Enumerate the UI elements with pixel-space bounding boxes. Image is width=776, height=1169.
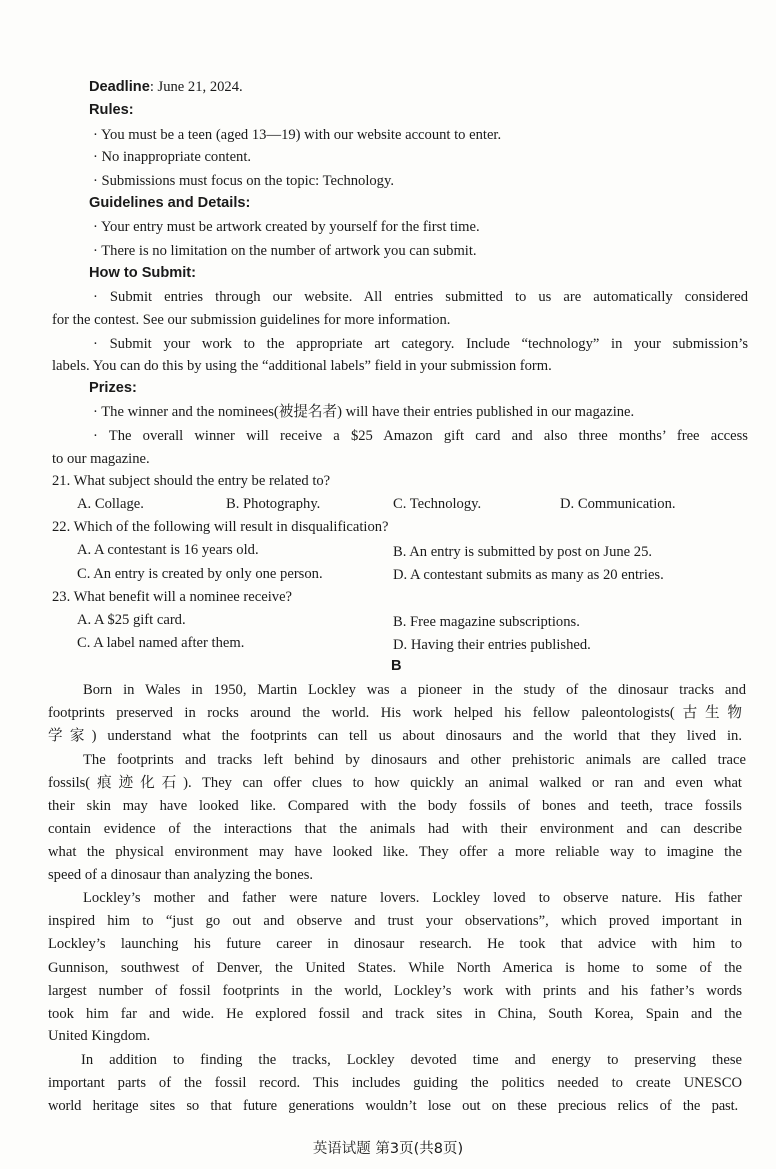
answer-option: C. An entry is created by only one person. — [77, 566, 323, 582]
how-line: labels. You can do this by using the “additional labels” field in your submission form. — [52, 358, 552, 374]
passage-line: United Kingdom. — [48, 1028, 151, 1044]
answer-option: A. A $25 gift card. — [77, 612, 186, 628]
passage-line: Lockley’s launching his future career in dinosaur research. He took that advice with him to — [48, 936, 742, 952]
guideline-item: · There is no limitation on the number of artwork you can submit. — [93, 243, 477, 259]
answer-option: C. Technology. — [393, 496, 482, 512]
prize-line: · The winner and the nominees(被提名者) will have their entries published in our magazine. — [93, 404, 635, 420]
answer-option: D. Having their entries published. — [393, 637, 591, 653]
deadline-value: : June 21, 2024. — [149, 79, 243, 95]
deadline-line — [89, 76, 243, 99]
passage-line: largest number of fossil footprints in the world, Lockley’s work with prints and his father’s words — [48, 983, 742, 999]
passage-line: their skin may have looked like. Compared with the body fossils of bones and teeth, trace fossils — [48, 798, 742, 814]
prizes-heading: Prizes: — [89, 380, 137, 396]
answer-option: D. A contestant submits as many as 20 entries. — [393, 567, 664, 583]
how-heading: How to Submit: — [89, 265, 197, 281]
passage-line: Born in Wales in 1950, Martin Lockley was a pioneer in the study of the dinosaur tracks and — [83, 682, 746, 698]
passage-line: world heritage sites so that future generations wouldn’t lose out on these precious relics of the past. — [48, 1098, 738, 1114]
prize-line: to our magazine. — [52, 451, 150, 467]
passage-line: what the physical environment may have looked like. They offer a more reliable way to imagine the — [48, 844, 742, 860]
rules-heading: Rules: — [89, 102, 134, 118]
deadline-label: Deadline — [89, 79, 150, 95]
passage-line: 学家) understand what the footprints can tell us about dinosaurs and the world that they lived in. — [48, 728, 742, 744]
how-line: · Submit your work to the appropriate art category. Include “technology” in your submission’s — [93, 336, 748, 352]
guidelines-heading: Guidelines and Details: — [89, 195, 251, 211]
passage-line: speed of a dinosaur than analyzing the bones. — [48, 867, 314, 883]
answer-option: B. Photography. — [226, 496, 321, 512]
question-stem: 23. What benefit will a nominee receive? — [52, 589, 293, 605]
answer-option: A. Collage. — [77, 496, 144, 512]
prize-line: · The overall winner will receive a $25 Amazon gift card and also three months’ free access — [93, 428, 748, 444]
question-stem: 21. What subject should the entry be related to? — [52, 473, 331, 489]
how-line: · Submit entries through our website. All entries submitted to us are automatically considered — [93, 289, 748, 305]
rule-item: · Submissions must focus on the topic: Technology. — [93, 173, 394, 189]
passage-line: fossils(痕迹化石). They can offer clues to how quickly an animal walked or ran and even what — [48, 775, 742, 791]
passage-line: took him far and wide. He explored fossil and track sites in China, South Korea, Spain and the — [48, 1006, 742, 1022]
guideline-item: · Your entry must be artwork created by yourself for the first time. — [93, 219, 480, 235]
passage-line: contain evidence of the interactions that the animals had with their environment and can describe — [48, 821, 742, 837]
answer-option: C. A label named after them. — [77, 635, 245, 651]
page-footer: 英语试题 第3页(共8页) — [312, 1141, 464, 1157]
passage-line: Lockley’s mother and father were nature lovers. Lockley loved to observe nature. His father — [83, 890, 742, 906]
answer-option: D. Communication. — [560, 496, 676, 512]
rule-item: · You must be a teen (aged 13—19) with our website account to enter. — [93, 127, 502, 143]
passage-line: The footprints and tracks left behind by dinosaurs and other prehistoric animals are called trace — [83, 752, 746, 768]
passage-line: inspired him to “just go out and observe and trust your observations”, which proved important in — [48, 913, 742, 929]
answer-option: B. Free magazine subscriptions. — [393, 614, 580, 630]
question-stem: 22. Which of the following will result in disqualification? — [52, 519, 389, 535]
answer-option: A. A contestant is 16 years old. — [77, 542, 259, 558]
passage-line: important parts of the fossil record. This includes guiding the politics needed to create UNESCO — [48, 1075, 742, 1091]
section-b-heading: B — [391, 658, 402, 674]
answer-option: B. An entry is submitted by post on June 25. — [393, 544, 653, 560]
passage-line: In addition to finding the tracks, Lockley devoted time and energy to preserving these — [81, 1052, 742, 1068]
how-line: for the contest. See our submission guidelines for more information. — [52, 312, 451, 328]
rule-item: · No inappropriate content. — [93, 149, 252, 165]
passage-line: footprints preserved in rocks around the world. His work helped his fellow paleontologists(古生物 — [48, 705, 742, 721]
passage-line: Gunnison, southwest of Denver, the United States. While North America is home to some of the — [48, 960, 742, 976]
